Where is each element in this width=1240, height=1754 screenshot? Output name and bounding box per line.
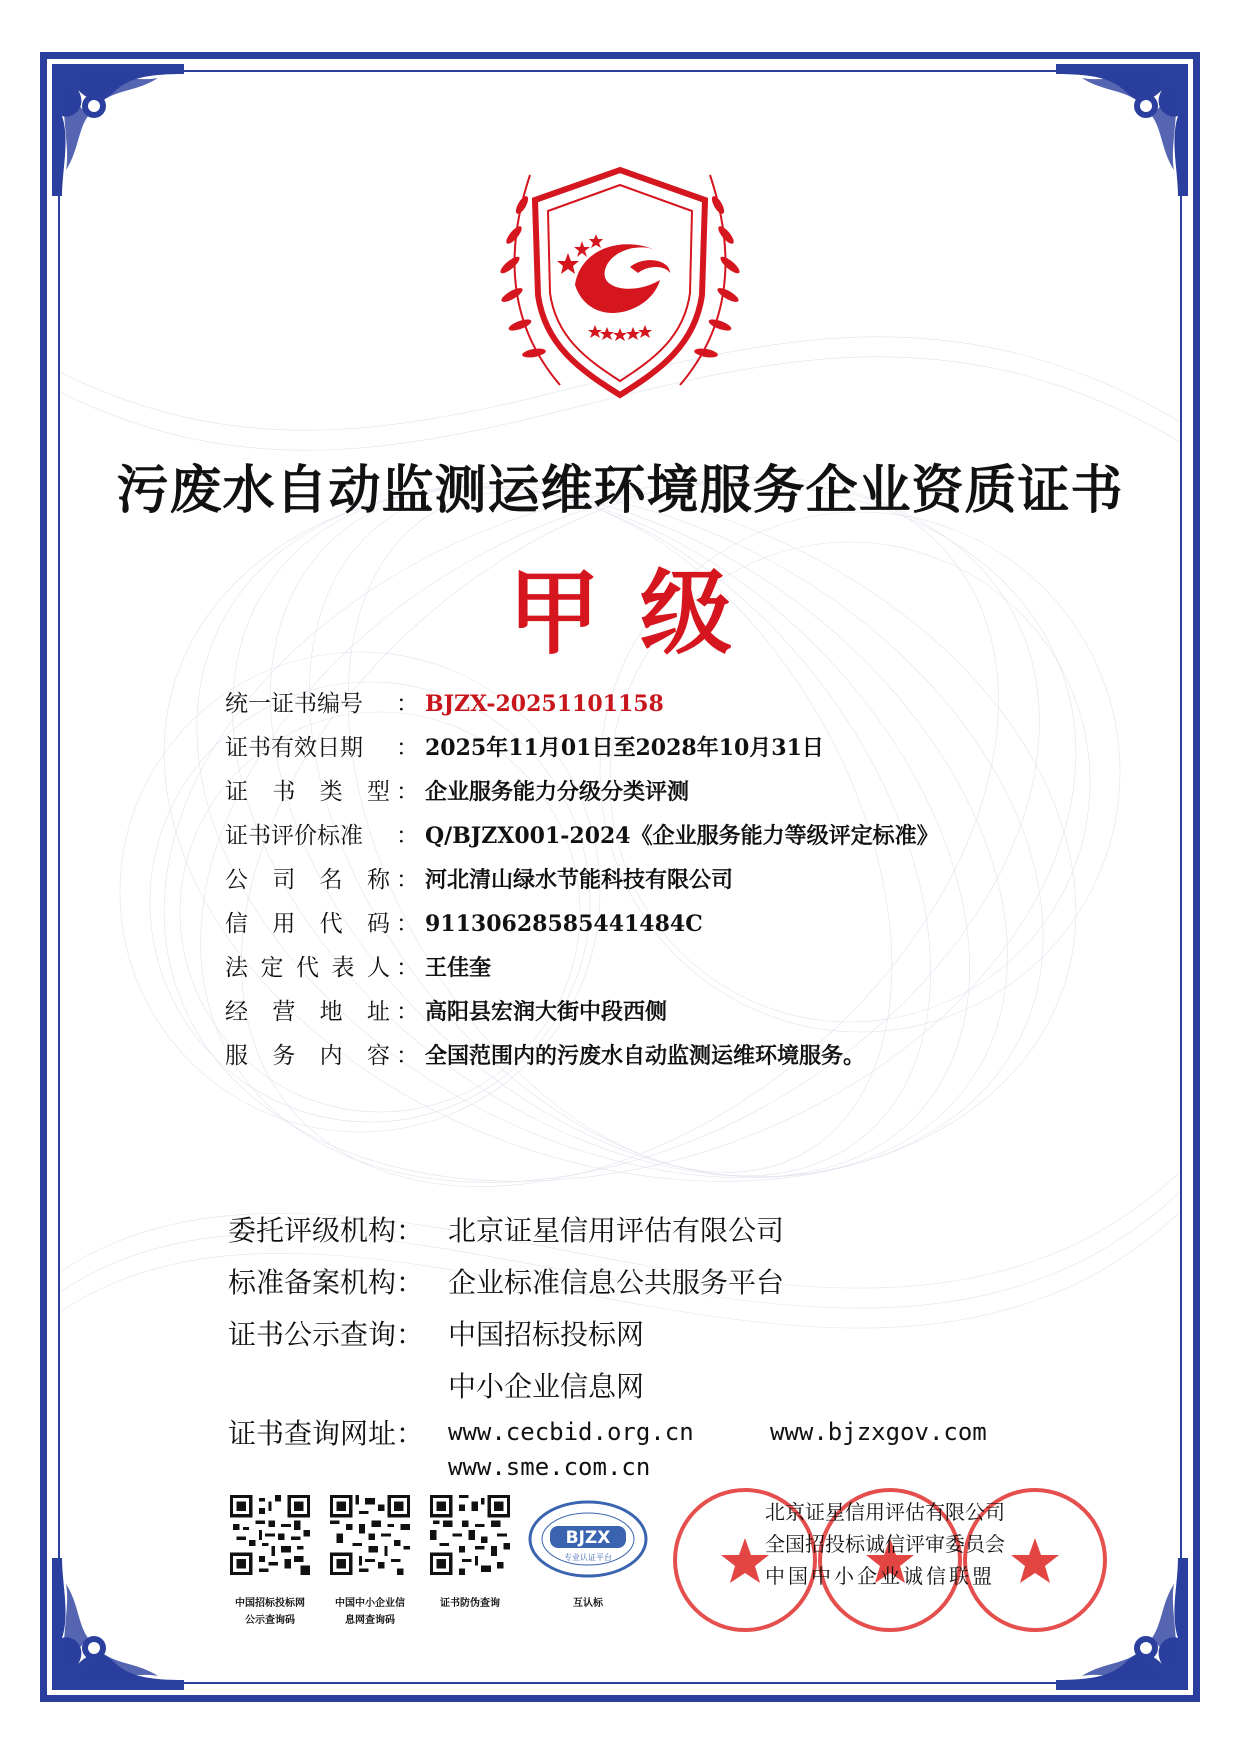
qr-caption: 中国招标投标网 公示查询码 (235, 1598, 305, 1626)
certificate-grade: 甲级 (507, 559, 772, 667)
url-row (228, 1412, 448, 1452)
field-colon: ： (396, 999, 419, 1025)
organization-info (228, 1205, 784, 1413)
public-query-label: 证书公示查询： (228, 1318, 425, 1351)
svg-text:BJZX: BJZX (565, 1528, 611, 1548)
field-colon: ： (396, 955, 419, 981)
seal-line: 中国中小企业诚信联盟 (765, 1564, 995, 1588)
field-row-legal-rep (225, 946, 939, 990)
field-label: 信 用 代 码 (225, 911, 390, 937)
url-link[interactable]: www.cecbid.org.cn (448, 1418, 694, 1446)
seal-line: 北京证星信用评估有限公司 (765, 1500, 1005, 1524)
bjzx-badge-icon (528, 1500, 648, 1578)
field-value: 企业服务能力分级分类评测 (425, 779, 690, 805)
qr-code-icon[interactable] (430, 1495, 510, 1575)
field-label: 证 书 类 型 (225, 779, 390, 805)
field-colon: ： (396, 823, 419, 849)
standard-agency-value: 企业标准信息公共服务平台 (448, 1266, 785, 1299)
public-query-row (228, 1309, 784, 1361)
field-label: 法 定 代 表 人 (225, 955, 390, 981)
field-row-certificate-number (225, 682, 939, 726)
field-value: 高阳县宏润大街中段西侧 (425, 999, 668, 1025)
svg-text:专业认证平台: 专业认证平台 (564, 1553, 612, 1562)
mutual-badge-caption: 互认标 (573, 1598, 603, 1609)
field-label: 证书有效日期 (225, 735, 363, 761)
field-value: BJZX-20251101158 (425, 691, 664, 717)
field-colon: ： (396, 867, 419, 893)
rating-agency-value: 北京证星信用评估有限公司 (448, 1214, 785, 1247)
qr-caption: 中国中小企业信 息网查询码 (335, 1598, 405, 1626)
field-row-validity (225, 726, 939, 770)
field-colon: ： (396, 911, 419, 937)
field-value: 王佳奎 (425, 955, 492, 981)
url-link[interactable]: www.sme.com.cn (448, 1453, 651, 1481)
certificate-title: 污废水自动监测运维环境服务企业资质证书 (116, 460, 1124, 521)
field-value: Q/BJZX001-2024《企业服务能力等级评定标准》 (425, 823, 939, 849)
field-row-address (225, 990, 939, 1034)
field-value: 91130628585441484C (425, 911, 703, 937)
field-row-standard (225, 814, 939, 858)
public-query-row-2 (228, 1361, 784, 1413)
public-query-value: 中小企业信息网 (448, 1370, 645, 1403)
qr-code-icon[interactable] (230, 1495, 310, 1575)
field-colon: ： (396, 691, 419, 717)
corner-ornament-icon (48, 1554, 188, 1694)
url-label: 证书查询网址： (228, 1417, 425, 1450)
qr-code-icon[interactable] (330, 1495, 410, 1575)
public-query-value: 中国招标投标网 (448, 1318, 645, 1351)
shield-emblem-icon (470, 155, 770, 425)
standard-agency-row (228, 1257, 784, 1309)
field-value: 2025年11月01日至2028年10月31日 (425, 735, 824, 761)
field-row-type (225, 770, 939, 814)
rating-agency-row (228, 1205, 784, 1257)
field-colon: ： (396, 1043, 419, 1069)
corner-ornament-icon (48, 60, 188, 200)
field-label: 经 营 地 址 (225, 999, 390, 1025)
corner-ornament-icon (1052, 60, 1192, 200)
field-row-company (225, 858, 939, 902)
field-label: 公 司 名 称 (225, 867, 390, 893)
url-link[interactable]: www.bjzxgov.com (770, 1418, 987, 1446)
field-row-credit-code (225, 902, 939, 946)
field-value: 全国范围内的污废水自动监测运维环境服务。 (425, 1043, 866, 1069)
certificate-fields (225, 682, 939, 1078)
field-colon: ： (396, 735, 419, 761)
field-label: 统一证书编号 (225, 691, 363, 717)
field-value: 河北清山绿水节能科技有限公司 (425, 867, 734, 893)
rating-agency-label: 委托评级机构： (228, 1214, 425, 1247)
field-label: 服 务 内 容 (225, 1043, 390, 1069)
field-label: 证书评价标准 (225, 823, 363, 849)
field-colon: ： (396, 779, 419, 805)
standard-agency-label: 标准备案机构： (228, 1266, 425, 1299)
field-row-service (225, 1034, 939, 1078)
qr-caption: 证书防伪查询 (440, 1598, 500, 1609)
seal-line: 全国招投标诚信评审委员会 (765, 1532, 1005, 1556)
